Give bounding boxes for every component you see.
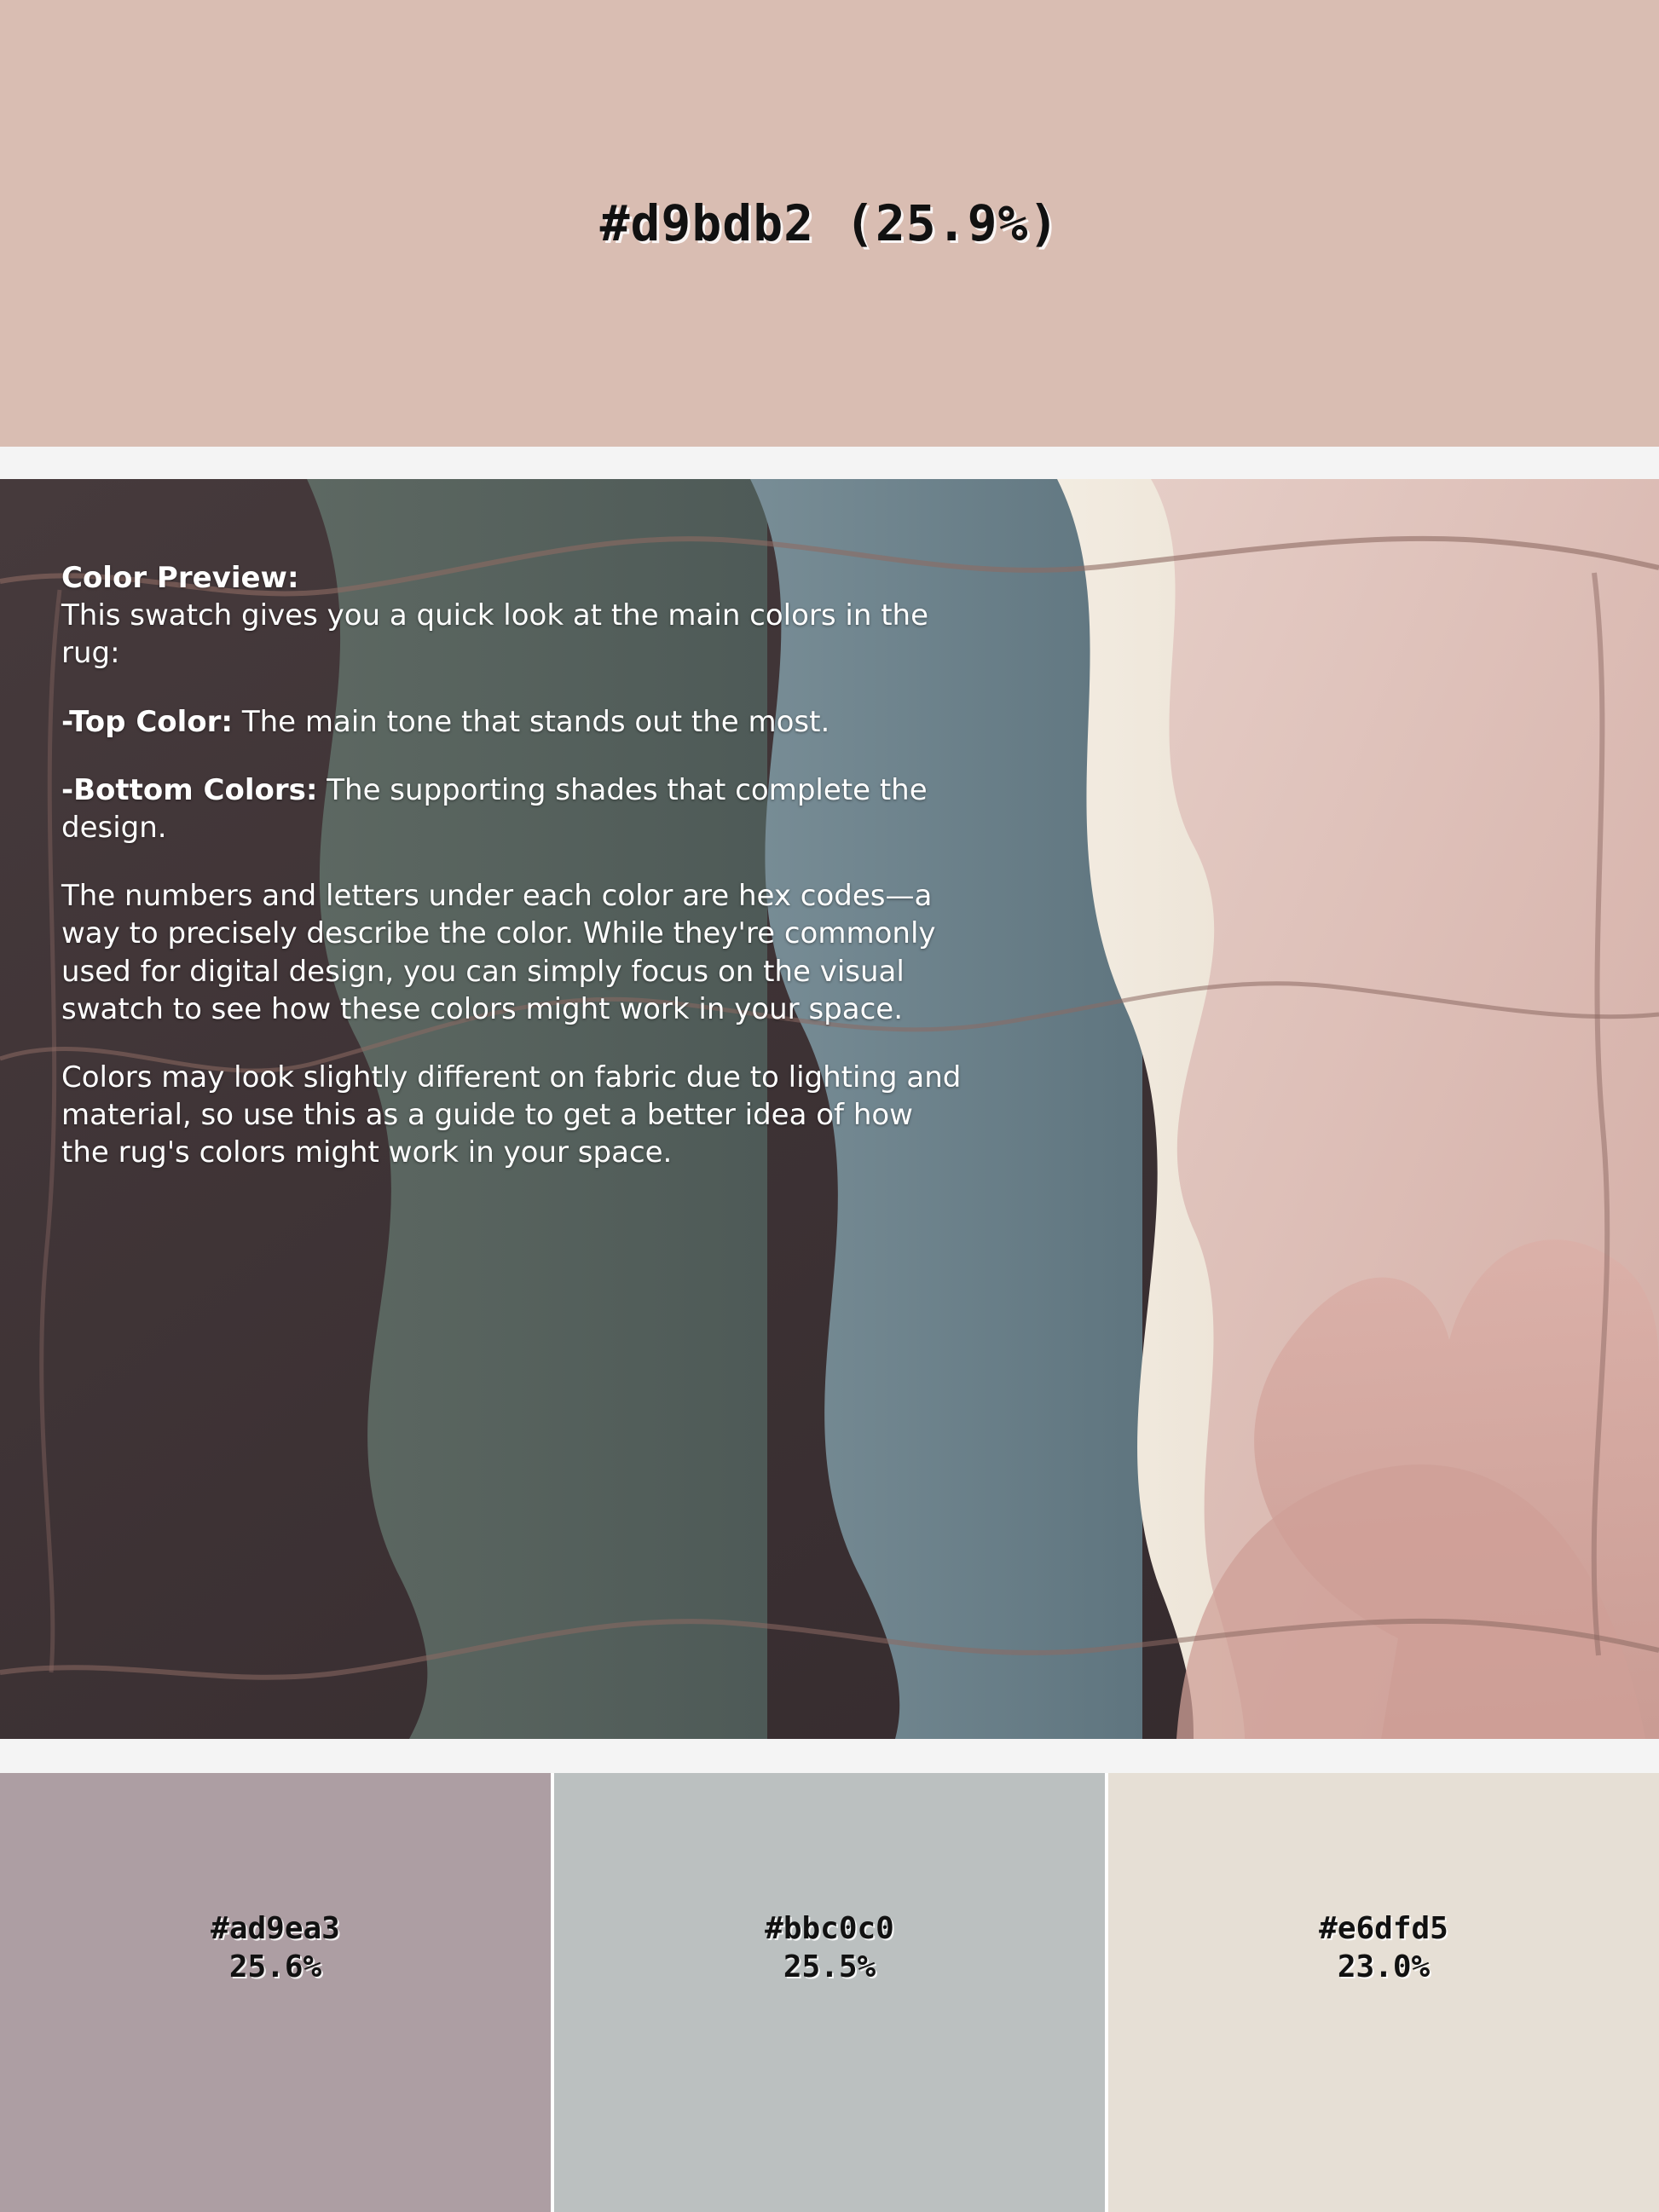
copy-intro-text: This swatch gives you a quick look at the main colors in the rug:	[61, 598, 929, 671]
rug-preview-image	[0, 479, 1659, 1739]
paragraph-hex-explainer: The numbers and letters under each color are hex codes—a way to precisely describe the color. While they're commonly used for digital design, you can simply focus on the visual swatch to see how these colors might work in your space.	[61, 879, 936, 1026]
bottom-colors-term: -Bottom Colors:	[61, 772, 318, 807]
top-color-swatch	[0, 0, 1659, 447]
divider-bottom	[0, 1739, 1659, 1771]
paragraph-top-color	[61, 703, 965, 741]
bottom-swatch-1	[0, 1773, 551, 2212]
bottom-swatch-1-hex: #ad9ea3	[211, 1911, 340, 1946]
paragraph-disclaimer: Colors may look slightly different on fabric due to lighting and material, so use this as a guide to get a better idea of how the rug's colors might work in your space.	[61, 1060, 962, 1170]
bottom-swatch-3-percent: 23.0%	[1337, 1949, 1431, 1984]
bottom-swatch-3-hex: #e6dfd5	[1319, 1911, 1448, 1946]
top-color-label: #d9bdb2 (25.9%)	[599, 194, 1060, 252]
copy-heading: Color Preview:	[61, 561, 299, 595]
color-preview-copy	[61, 559, 965, 1171]
paragraph-bottom-colors	[61, 771, 965, 846]
bottom-swatch-1-percent: 25.6%	[228, 1949, 322, 1984]
bottom-swatch-2-hex: #bbc0c0	[765, 1911, 894, 1946]
top-color-desc: The main tone that stands out the most.	[233, 704, 830, 739]
bottom-swatch-2-percent: 25.5%	[783, 1949, 876, 1984]
bottom-swatch-row	[0, 1773, 1659, 2212]
top-color-term: -Top Color:	[61, 704, 234, 739]
bottom-colors-desc: The supporting shades that complete the design.	[61, 772, 928, 845]
paragraph-intro	[61, 559, 965, 673]
bottom-swatch-3	[1105, 1773, 1659, 2212]
divider-top	[0, 447, 1659, 479]
bottom-swatch-2	[551, 1773, 1105, 2212]
bottom-swatch-2-caption	[765, 1909, 894, 1986]
bottom-swatch-3-caption	[1319, 1909, 1448, 1986]
bottom-swatch-1-caption	[211, 1909, 340, 1986]
